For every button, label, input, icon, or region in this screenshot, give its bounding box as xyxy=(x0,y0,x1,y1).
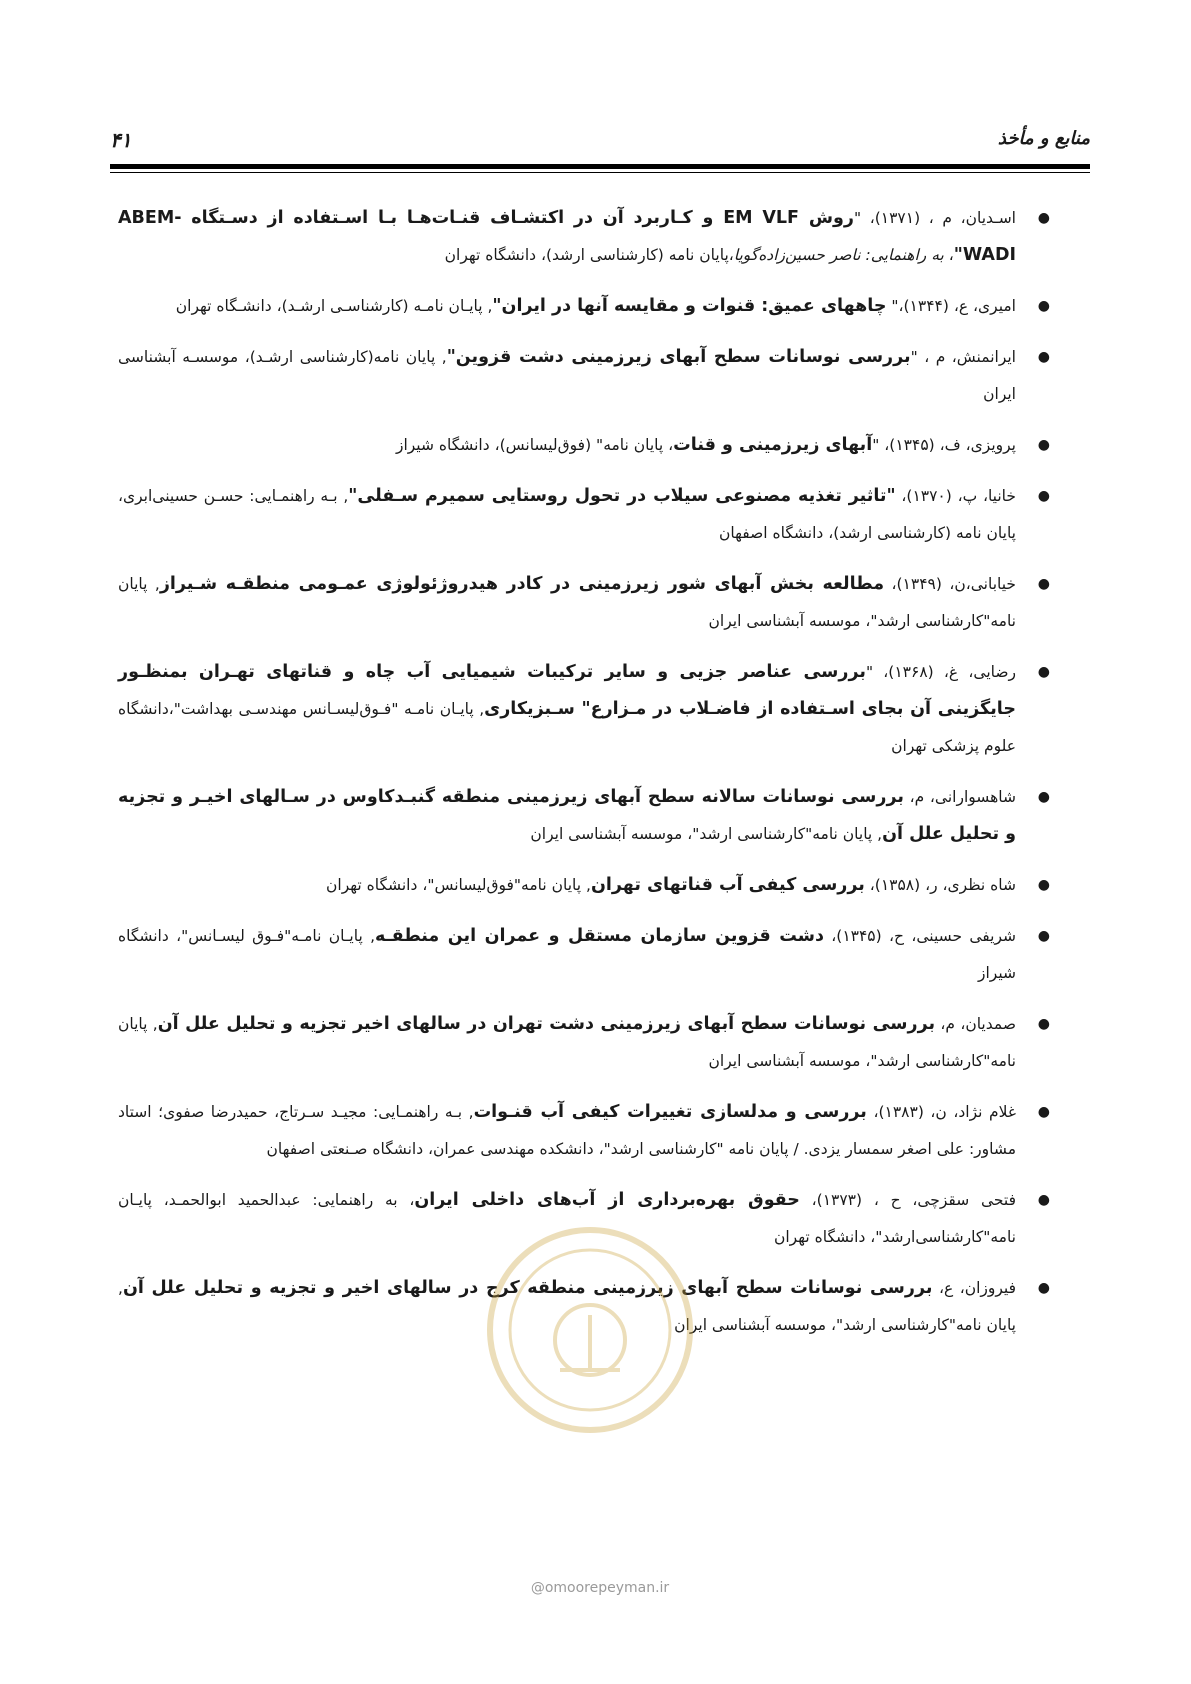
reference-item: ● غلام نژاد، ن، (۱۳۸۳)، بررسی و مدلسازی تغییرات کیفی آب قنـوات, بـه راهنمـایی: مجیـد سـرتاج، حمیدرضا صفوی؛ استاد مشاور: علی اصغر سمسار یزدی. / پایان نامه "کارشناسی ارشد"، دانشکده مهندسی عمران، دانشگاه صـنعتی اصفهان xyxy=(118,1094,1016,1168)
bullet-icon: ● xyxy=(1037,349,1050,365)
bullet-icon: ● xyxy=(1037,437,1050,453)
bullet-icon: ● xyxy=(1037,1104,1050,1120)
reference-item: ● پرویزی، ف، (۱۳۴۵)، "آبهای زیرزمینی و قنات، پایان نامه" (فوق‌لیسانس)، دانشگاه شیراز xyxy=(118,427,1016,464)
watermark-url: @omoorepeyman.ir xyxy=(530,1580,670,1596)
bullet-icon: ● xyxy=(1037,1016,1050,1032)
reference-item: ● خانیا، پ، (۱۳۷۰)، "تاثیر تغذیه مصنوعی سیلاب در تحول روستایی سمیرم سـفلی", بـه راهنمـایی: حسـن حسینی‌ابری، پایان نامه (کارشناسی ارشد)، دانشگاه اصفهان xyxy=(118,478,1016,552)
reference-item: ● امیری، ع، (۱۳۴۴)،" چاههای عمیق: قنوات و مقایسه آنها در ایران", پایـان نامـه (کارشناسـی ارشـد)، دانشـگاه تهران xyxy=(118,288,1016,325)
reference-list xyxy=(118,200,1050,1358)
reference-item: ● اسـدیان، م ، (۱۳۷۱)، "روش EM VLF و کـاربرد آن در اکتشـاف قنـات‌هـا بـا اسـتفاده از دسـتگاه ABEM-WADI"، به راهنمایی: ناصر حسین‌زاده‌گویا،پایان نامه (کارشناسی ارشد)، دانشگاه تهران xyxy=(118,200,1016,274)
header-rule-thick xyxy=(110,164,1090,169)
section-title: منابع و مأخذ xyxy=(997,128,1090,149)
reference-item: ● شاهسوارانی، م، بررسی نوسانات سالانه سطح آبهای زیرزمینی منطقه گنبـدکاوس در سـالهای اخیـر و تجزیه و تحلیل علل آن, پایان نامه"کارشناسی ارشد"، موسسه آبشناسی ایران xyxy=(118,779,1016,853)
watermark-seal-icon xyxy=(480,1220,700,1440)
bullet-icon: ● xyxy=(1037,488,1050,504)
reference-item: ● شریفی حسینی، ح، (۱۳۴۵)، دشت قزوین سازمان مستقل و عمران این منطقـه, پایـان نامـه"فـوق لیسـانس"، دانشگاه شیراز xyxy=(118,918,1016,992)
bullet-icon: ● xyxy=(1037,1192,1050,1208)
reference-item: ● رضایی، غ، (۱۳۶۸)، "بررسی عناصر جزیی و سایر ترکیبات شیمیایی آب چاه و قناتهای تهـران بمنظـور جایگزینی آن بجای اسـتفاده از فاضـلاب در مـزارع" سـبزیکاری, پایـان نامـه "فـوق‌لیسـانس مهندسـی بهداشت"،دانشگاه علوم پزشکی تهران xyxy=(118,654,1016,765)
bullet-icon: ● xyxy=(1037,664,1050,680)
bullet-icon: ● xyxy=(1037,298,1050,314)
page-number: ۴۱ xyxy=(110,128,132,152)
reference-item: ● فیروزان، ع، بررسی نوسانات سطح آبهای زیرزمینی منطقه کرج در سالهای اخیر و تجزیه و تحلیل علل آن, پایان نامه"کارشناسی ارشد"، موسسه آبشناسی ایران xyxy=(118,1270,1016,1344)
reference-item: ● فتحی سقزچی، ح ، (۱۳۷۳)، حقوق بهره‌برداری از آب‌های داخلی ایران، به راهنمایی: عبدالحمید ابوالحمـد، پایـان نامه"کارشناسی‌ارشد"، دانشگاه تهران xyxy=(118,1182,1016,1256)
reference-item: ● خیابانی،ن، (۱۳۴۹)، مطالعه بخش آبهای شور زیرزمینی در کادر هیدروژئولوژی عمـومی منطقـه شـیراز, پایان نامه"کارشناسی ارشد"، موسسه آبشناسی ایران xyxy=(118,566,1016,640)
reference-item: ● صمدیان، م، بررسی نوسانات سطح آبهای زیرزمینی دشت تهران در سالهای اخیر تجزیه و تحلیل علل آن, پایان نامه"کارشناسی ارشد"، موسسه آبشناسی ایران xyxy=(118,1006,1016,1080)
bullet-icon: ● xyxy=(1037,210,1050,226)
bullet-icon: ● xyxy=(1037,877,1050,893)
reference-item: ● ایرانمنش، م ، "بررسی نوسانات سطح آبهای زیرزمینی دشت قزوین", پایان نامه(کارشناسی ارشـد)، موسسـه آبشناسی ایران xyxy=(118,339,1016,413)
bullet-icon: ● xyxy=(1037,789,1050,805)
page-header xyxy=(110,128,1090,158)
header-rule-thin xyxy=(110,172,1090,173)
bullet-icon: ● xyxy=(1037,576,1050,592)
reference-item: ● شاه نظری، ر، (۱۳۵۸)، بررسی کیفی آب قناتهای تهران, پایان نامه"فوق‌لیسانس"، دانشگاه تهران xyxy=(118,867,1016,904)
bullet-icon: ● xyxy=(1037,1280,1050,1296)
bullet-icon: ● xyxy=(1037,928,1050,944)
